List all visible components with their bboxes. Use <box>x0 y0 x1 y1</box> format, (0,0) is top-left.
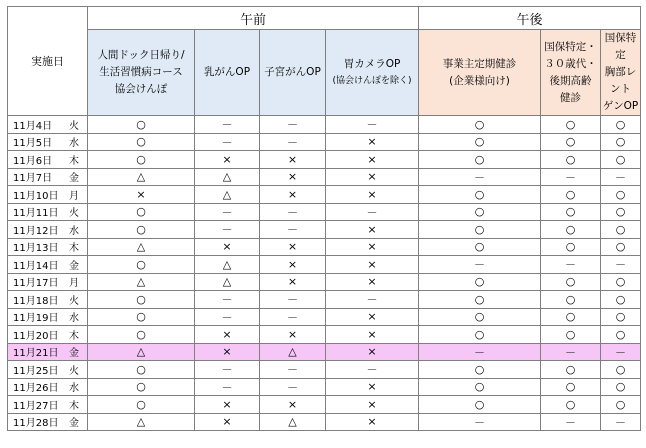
date-label: 11月21日 <box>13 348 59 360</box>
availability-cell: × <box>195 326 260 344</box>
date-label: 11月6日 <box>13 155 53 167</box>
availability-cell: × <box>260 396 326 414</box>
availability-cell: ○ <box>419 273 541 291</box>
table-row <box>8 186 641 204</box>
availability-cell: ○ <box>601 133 641 151</box>
date-label: 11月25日 <box>13 365 59 377</box>
availability-cell: － <box>326 361 419 379</box>
availability-cell: × <box>260 168 326 186</box>
availability-cell: ○ <box>419 186 541 204</box>
availability-cell: ○ <box>601 396 641 414</box>
availability-cell: － <box>419 256 541 274</box>
availability-cell: △ <box>88 238 195 256</box>
date-cell <box>8 413 88 431</box>
col-header-dock: 人間ドック日帰り/ 生活習慣病コース 協会けんぽ <box>88 30 195 116</box>
availability-cell: － <box>601 168 641 186</box>
availability-cell: ○ <box>601 378 641 396</box>
availability-cell: － <box>195 203 260 221</box>
date-label: 11月12日 <box>13 225 59 237</box>
availability-cell: ○ <box>601 203 641 221</box>
availability-cell: × <box>326 378 419 396</box>
table-row <box>8 221 641 239</box>
date-cell <box>8 116 88 134</box>
availability-cell: × <box>195 343 260 361</box>
availability-cell: × <box>326 151 419 169</box>
weekday-label: 水 <box>69 138 79 150</box>
weekday-label: 月 <box>69 278 79 290</box>
availability-cell: × <box>260 186 326 204</box>
date-label: 11月13日 <box>13 243 59 255</box>
availability-cell: △ <box>195 186 260 204</box>
availability-cell: △ <box>88 343 195 361</box>
availability-cell: ○ <box>88 203 195 221</box>
col-header-gastroscope: 胃カメラOP (協会けんぽを除く) <box>326 30 419 116</box>
table-row <box>8 378 641 396</box>
availability-cell: ○ <box>88 116 195 134</box>
weekday-label: 火 <box>69 365 79 377</box>
availability-cell: ○ <box>541 273 601 291</box>
schedule-rows <box>8 116 641 431</box>
availability-cell: △ <box>260 413 326 431</box>
availability-cell: － <box>541 413 601 431</box>
availability-cell: ○ <box>541 151 601 169</box>
availability-cell: － <box>260 291 326 309</box>
weekday-label: 木 <box>69 330 79 342</box>
availability-cell: ○ <box>541 396 601 414</box>
table-row <box>8 413 641 431</box>
date-label: 11月7日 <box>13 173 53 185</box>
availability-cell: ○ <box>541 361 601 379</box>
availability-cell: ○ <box>601 291 641 309</box>
availability-cell: ○ <box>541 326 601 344</box>
table-row <box>8 361 641 379</box>
table-row <box>8 273 641 291</box>
date-label: 11月20日 <box>13 330 59 342</box>
availability-cell: × <box>260 151 326 169</box>
date-cell <box>8 151 88 169</box>
date-cell <box>8 186 88 204</box>
weekday-label: 金 <box>69 173 79 185</box>
date-cell <box>8 168 88 186</box>
date-label: 11月4日 <box>13 120 53 132</box>
availability-cell: ○ <box>601 361 641 379</box>
date-label: 11月5日 <box>13 138 53 150</box>
date-cell <box>8 273 88 291</box>
table-row <box>8 133 641 151</box>
availability-cell: △ <box>195 256 260 274</box>
availability-cell: － <box>601 256 641 274</box>
availability-cell: ○ <box>601 273 641 291</box>
availability-cell: ○ <box>419 361 541 379</box>
availability-cell: － <box>326 203 419 221</box>
weekday-label: 水 <box>69 225 79 237</box>
date-label: 11月26日 <box>13 383 59 395</box>
availability-cell: ○ <box>541 116 601 134</box>
availability-cell: ○ <box>419 221 541 239</box>
availability-cell: ○ <box>419 396 541 414</box>
availability-cell: × <box>260 273 326 291</box>
table-row <box>8 238 641 256</box>
availability-cell: ○ <box>601 308 641 326</box>
availability-cell: ○ <box>419 326 541 344</box>
date-cell <box>8 308 88 326</box>
weekday-label: 木 <box>69 243 79 255</box>
date-cell <box>8 133 88 151</box>
date-label: 11月14日 <box>13 260 59 272</box>
weekday-label: 火 <box>69 295 79 307</box>
col-header-chest-xray: 国保特定 胸部レント ゲンOP <box>601 30 641 116</box>
availability-cell: － <box>195 378 260 396</box>
column-header-row <box>8 30 641 116</box>
availability-cell: － <box>195 291 260 309</box>
table-row <box>8 151 641 169</box>
availability-cell: ○ <box>419 308 541 326</box>
date-label: 11月11日 <box>13 208 59 220</box>
date-label: 11月28日 <box>13 418 59 430</box>
table-row <box>8 308 641 326</box>
availability-cell: × <box>326 186 419 204</box>
availability-cell: － <box>326 291 419 309</box>
availability-cell: × <box>195 413 260 431</box>
weekday-label: 月 <box>69 190 79 202</box>
availability-cell: ○ <box>541 378 601 396</box>
availability-cell: － <box>195 361 260 379</box>
availability-cell: △ <box>195 273 260 291</box>
availability-cell: ○ <box>541 133 601 151</box>
availability-cell: × <box>88 186 195 204</box>
table-row <box>8 116 641 134</box>
availability-cell: ○ <box>88 256 195 274</box>
availability-cell: － <box>195 308 260 326</box>
availability-cell: × <box>195 238 260 256</box>
availability-cell: ○ <box>601 238 641 256</box>
availability-cell: ○ <box>88 133 195 151</box>
table-row <box>8 203 641 221</box>
availability-cell: ○ <box>419 378 541 396</box>
schedule-sheet <box>7 6 641 431</box>
availability-cell: － <box>601 343 641 361</box>
schedule-table <box>7 6 641 431</box>
availability-cell: － <box>260 221 326 239</box>
table-row <box>8 343 641 361</box>
availability-cell: － <box>260 308 326 326</box>
date-label: 11月19日 <box>13 313 59 325</box>
availability-cell: × <box>195 396 260 414</box>
availability-cell: × <box>260 256 326 274</box>
date-label: 11月10日 <box>13 190 59 202</box>
availability-cell: ○ <box>88 221 195 239</box>
availability-cell: × <box>260 238 326 256</box>
availability-cell: × <box>326 396 419 414</box>
availability-cell: － <box>260 378 326 396</box>
availability-cell: × <box>326 413 419 431</box>
col-header-kokuho-checkup: 国保特定・ ３０歳代・ 後期高齢 健診 <box>541 30 601 116</box>
availability-cell: ○ <box>88 396 195 414</box>
availability-cell: ○ <box>601 221 641 239</box>
table-row <box>8 256 641 274</box>
availability-cell: ○ <box>541 291 601 309</box>
availability-cell: ○ <box>541 186 601 204</box>
date-cell <box>8 203 88 221</box>
date-cell <box>8 361 88 379</box>
pm-group-header: 午後 <box>419 7 641 30</box>
date-cell <box>8 256 88 274</box>
availability-cell: ○ <box>541 238 601 256</box>
date-cell <box>8 396 88 414</box>
availability-cell: △ <box>195 168 260 186</box>
availability-cell: △ <box>88 168 195 186</box>
availability-cell: － <box>541 343 601 361</box>
weekday-label: 火 <box>69 208 79 220</box>
weekday-label: 金 <box>69 348 79 360</box>
weekday-label: 金 <box>69 260 79 272</box>
availability-cell: × <box>326 168 419 186</box>
date-cell <box>8 326 88 344</box>
availability-cell: － <box>260 361 326 379</box>
availability-cell: － <box>260 203 326 221</box>
group-header-row <box>8 7 641 30</box>
availability-cell: ○ <box>419 133 541 151</box>
am-group-header: 午前 <box>88 7 419 30</box>
availability-cell: － <box>195 116 260 134</box>
date-cell <box>8 238 88 256</box>
availability-cell: － <box>326 116 419 134</box>
availability-cell: ○ <box>541 308 601 326</box>
weekday-label: 火 <box>69 120 79 132</box>
table-row <box>8 291 641 309</box>
availability-cell: － <box>419 168 541 186</box>
availability-cell: × <box>326 238 419 256</box>
date-label: 11月18日 <box>13 295 59 307</box>
table-row <box>8 168 641 186</box>
availability-cell: △ <box>88 413 195 431</box>
availability-cell: ○ <box>601 326 641 344</box>
date-cell <box>8 291 88 309</box>
weekday-label: 金 <box>69 418 79 430</box>
col-header-breast: 乳がんOP <box>195 30 260 116</box>
availability-cell: △ <box>88 273 195 291</box>
availability-cell: △ <box>260 343 326 361</box>
availability-cell: ○ <box>419 151 541 169</box>
availability-cell: × <box>260 326 326 344</box>
table-row <box>8 396 641 414</box>
availability-cell: ○ <box>601 151 641 169</box>
availability-cell: × <box>326 133 419 151</box>
availability-cell: × <box>326 343 419 361</box>
availability-cell: － <box>419 343 541 361</box>
availability-cell: × <box>195 151 260 169</box>
availability-cell: ○ <box>88 308 195 326</box>
weekday-label: 木 <box>69 155 79 167</box>
availability-cell: ○ <box>601 186 641 204</box>
availability-cell: － <box>541 168 601 186</box>
availability-cell: ○ <box>541 203 601 221</box>
col-header-uterine: 子宮がんOP <box>260 30 326 116</box>
availability-cell: ○ <box>601 116 641 134</box>
availability-cell: － <box>260 133 326 151</box>
availability-cell: － <box>260 116 326 134</box>
col-header-employer-checkup: 事業主定期健診 (企業様向け) <box>419 30 541 116</box>
availability-cell: － <box>419 413 541 431</box>
availability-cell: × <box>326 221 419 239</box>
weekday-label: 水 <box>69 383 79 395</box>
availability-cell: ○ <box>88 378 195 396</box>
weekday-label: 水 <box>69 313 79 325</box>
availability-cell: － <box>541 256 601 274</box>
availability-cell: ○ <box>419 116 541 134</box>
availability-cell: － <box>195 133 260 151</box>
availability-cell: × <box>326 256 419 274</box>
availability-cell: ○ <box>88 361 195 379</box>
availability-cell: － <box>601 413 641 431</box>
table-row <box>8 326 641 344</box>
availability-cell: ○ <box>541 221 601 239</box>
availability-cell: ○ <box>88 326 195 344</box>
availability-cell: × <box>326 308 419 326</box>
availability-cell: ○ <box>419 238 541 256</box>
date-column-header: 実施日 <box>8 7 88 116</box>
date-label: 11月17日 <box>13 278 59 290</box>
availability-cell: × <box>326 326 419 344</box>
date-cell <box>8 378 88 396</box>
availability-cell: ○ <box>88 291 195 309</box>
availability-cell: ○ <box>419 291 541 309</box>
weekday-label: 木 <box>69 400 79 412</box>
availability-cell: ○ <box>88 151 195 169</box>
date-label: 11月27日 <box>13 400 59 412</box>
availability-cell: × <box>326 273 419 291</box>
date-cell <box>8 221 88 239</box>
availability-cell: － <box>195 221 260 239</box>
availability-cell: ○ <box>419 203 541 221</box>
date-cell <box>8 343 88 361</box>
